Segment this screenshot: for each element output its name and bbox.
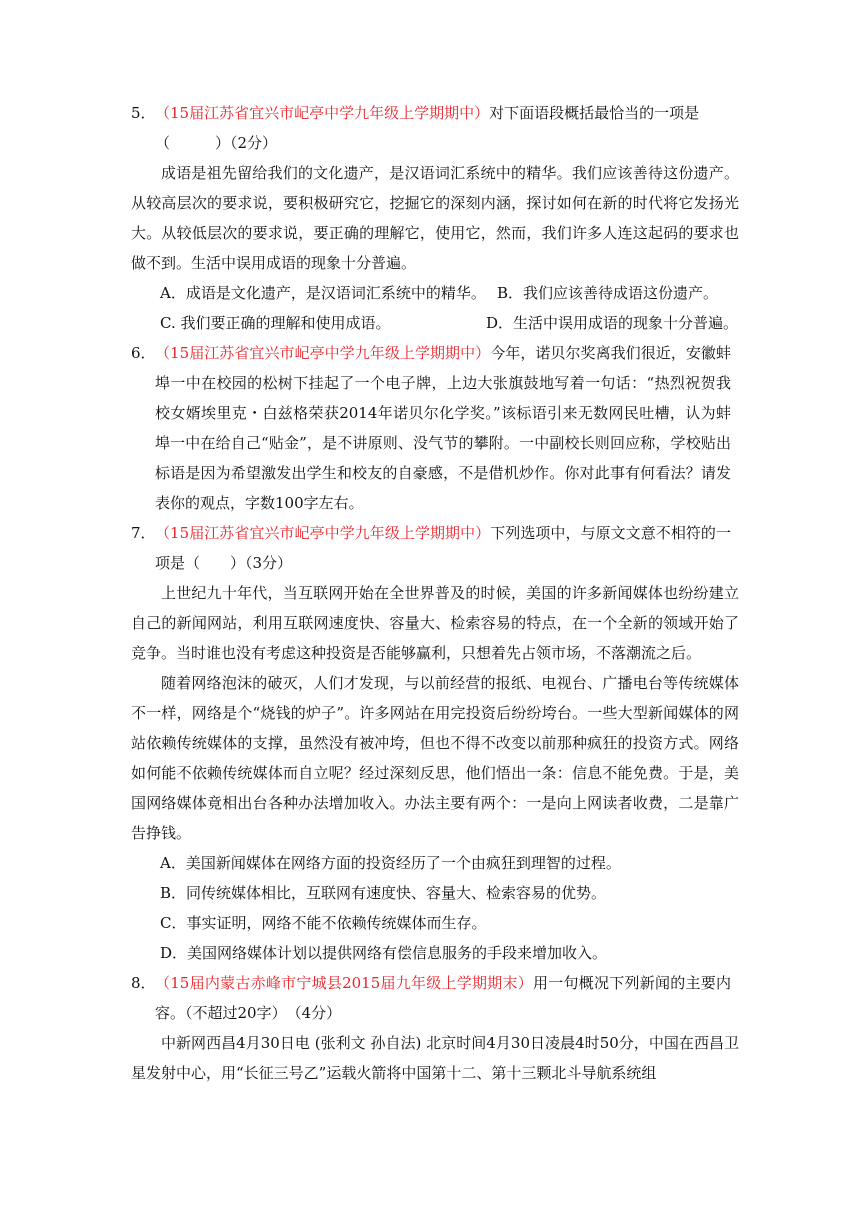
q8-passage: 中新网西昌4月30日电 (张利文 孙自法) 北京时间4月30日凌晨4时50分，中国在西昌卫星发射中心，用“长征三号乙”运载火箭将中国第十二、第十三颗北斗导航系统组 <box>131 1034 739 1082</box>
answer-blank: （ ）（3分） <box>185 554 293 572</box>
question-7-header <box>131 518 731 578</box>
answer-blank: （ ）（2分） <box>155 134 278 152</box>
q5-passage: 成语是祖先留给我们的文化遗产，是汉语词汇系统中的精华。我们应该善待这份遗产。从较高层次的要求说，要积极研究它，挖掘它的深刻内涵，探讨如何在新的时代将它发扬光大。从较低层次的要求说，要正确的理解它，使用它，然而，我们许多人连这起码的要求也做不到。生活中误用成语的现象十分普遍。 <box>131 164 739 272</box>
question-6 <box>131 338 731 518</box>
q7-passage-2: 随着网络泡沫的破灭，人们才发现，与以前经营的报纸、电视台、广播电台等传统媒体不一样，网络是个“烧钱的炉子”。许多网站在用完投资后纷纷垮台。一些大型新闻媒体的网站依赖传统媒体的支撑，虽然没有被冲垮，但也不得不改变以前那种疯狂的投资方式。网络如何能不依赖传统媒体而自立呢？经过深刻反思，他们悟出一条：信息不能免费。于是，美国网络媒体竟相出台各种办法增加收入。办法主要有两个：一是向上网读者收费，二是靠广告挣钱。 <box>131 674 739 842</box>
question-text: 今年，诺贝尔奖离我们很近，安徽蚌埠一中在校园的松树下挂起了一个电子牌，上边大张旗鼓地写着一句话：“热烈祝贺我校女婿埃里克・白兹格荣获2014年诺贝尔化学奖。”该标语引来无数网民吐槽，认为蚌埠一中在给自己“贴金”，是不讲原则、没气节的攀附。一中副校长则回应称，学校贴出标语是因为希望激发出学生和校友的自豪感，不是借机炒作。你对此事有何看法？请发表你的观点，字数100字左右。 <box>155 344 731 512</box>
question-prompt: 下列选项中，与原文文意不相符的一项是 <box>155 524 731 572</box>
question-source: （15届内蒙古赤峰市宁城县2015届九年级上学期期末） <box>155 974 533 992</box>
q5-option-d: D．生活中误用成语的现象十分普遍。 <box>486 314 739 332</box>
question-number: 5． <box>131 104 156 122</box>
question-prompt: 对下面语段概括最恰当的一项是 <box>489 104 700 122</box>
q5-option-c: C. 我们要正确的理解和使用成语。 <box>160 314 391 332</box>
question-number: 6． <box>131 344 156 362</box>
question-source: （15届江苏省宜兴市屺亭中学九年级上学期期中） <box>155 524 491 542</box>
q7-option-b: B．同传统媒体相比，互联网有速度快、容量大、检索容易的优势。 <box>160 884 607 902</box>
question-source: （15届江苏省宜兴市屺亭中学九年级上学期期中） <box>155 104 490 122</box>
question-5-header <box>131 98 731 158</box>
question-8-header <box>131 968 731 1028</box>
question-prompt: 用一句概况下列新闻的主要内容。（不超过20字） （4分） <box>155 974 731 1022</box>
q7-option-c: C．事实证明，网络不能不依赖传统媒体而生存。 <box>160 914 487 932</box>
q5-option-a: A．成语是文化遗产，是汉语词汇系统中的精华。 <box>160 284 486 302</box>
q7-option-d: D．美国网络媒体计划以提供网络有偿信息服务的手段来增加收入。 <box>160 944 608 962</box>
question-number: 8． <box>131 974 156 992</box>
q5-option-b: B．我们应该善待成语这份遗产。 <box>497 284 719 302</box>
q7-option-a: A．美国新闻媒体在网络方面的投资经历了一个由疯狂到理智的过程。 <box>160 854 621 872</box>
q7-passage-1: 上世纪九十年代，当互联网开始在全世界普及的时候，美国的许多新闻媒体也纷纷建立自己的新闻网站，利用互联网速度快、容量大、检索容易的特点，在一个全新的领域开始了竞争。当时谁也没有考虑这种投资是否能够赢利，只想着先占领市场，不落潮流之后。 <box>131 584 739 662</box>
question-source: （15届江苏省宜兴市屺亭中学九年级上学期期中） <box>155 344 491 362</box>
question-number: 7． <box>131 524 156 542</box>
